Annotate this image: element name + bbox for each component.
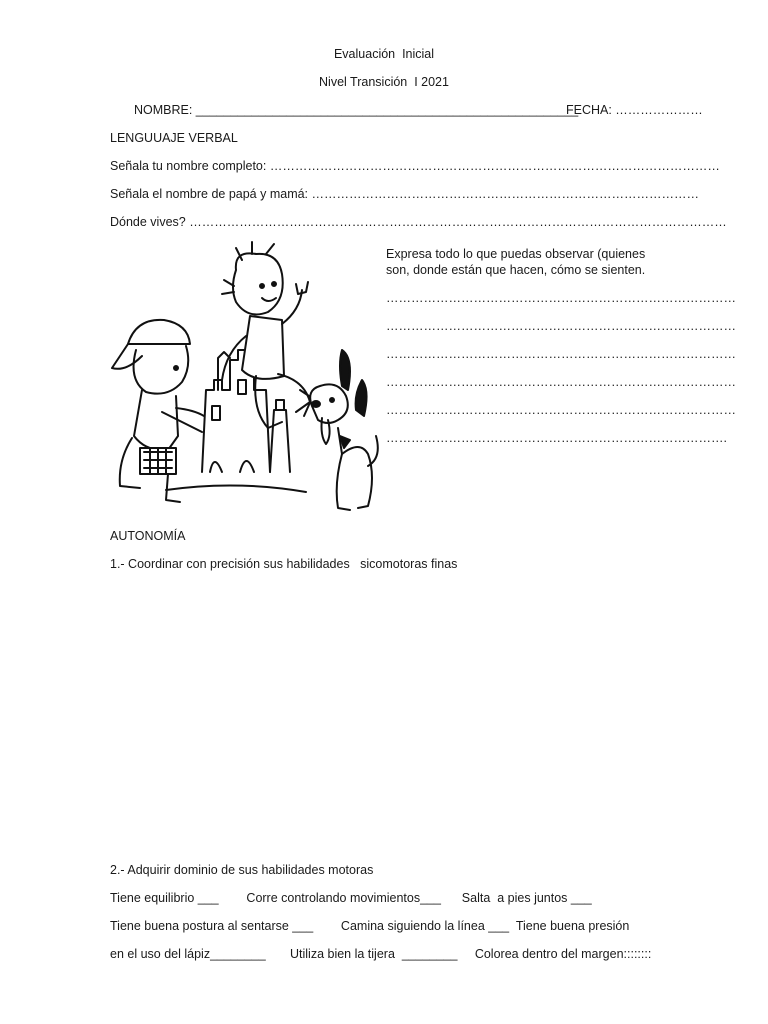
- observation-prompt-line2: son, donde están que hacen, cómo se sienten.: [386, 263, 646, 277]
- sandcastle-illustration: [106, 240, 382, 520]
- section-heading-autonomy: AUTONOMÍA: [110, 529, 186, 543]
- question-address: Dónde vives? …………………………………………………………………………………………………………………: [110, 215, 727, 229]
- motor-checklist-row: Tiene equilibrio ___ Corre controlando movimientos___ Salta a pies juntos ___: [110, 891, 592, 905]
- answer-line[interactable]: …………………………………………………………………………: [386, 375, 736, 389]
- answer-line[interactable]: …………………………………………………………………………: [386, 347, 736, 361]
- page-title: Evaluación Inicial: [333, 47, 435, 61]
- item-gross-motor: 2.- Adquirir dominio de sus habilidades motoras: [110, 863, 374, 877]
- answer-line[interactable]: …………………………………………………………………………: [386, 403, 736, 417]
- question-parents-names: Señala el nombre de papá y mamá: …………………………………………………………………………………: [110, 187, 700, 201]
- motor-checklist-row: Tiene buena postura al sentarse ___ Camina siguiendo la línea ___ Tiene buena presión: [110, 919, 630, 933]
- answer-line[interactable]: ……………………………………………………………………….: [386, 431, 727, 445]
- dog-icon: [310, 350, 378, 510]
- answer-line[interactable]: …………………………………………………………………………: [386, 291, 736, 305]
- observation-prompt-line1: Expresa todo lo que puedas observar (quienes: [386, 247, 646, 261]
- children-building-sandcastle-drawing: [106, 240, 382, 520]
- date-field-label: FECHA: …………………: [566, 103, 703, 117]
- boy-with-cap-icon: [112, 320, 204, 502]
- question-full-name: Señala tu nombre completo: ………………………………………………………………………………………………: [110, 159, 720, 173]
- item-fine-motor: 1.- Coordinar con precisión sus habilidades sicomotoras finas: [110, 557, 458, 571]
- section-heading-verbal: LENGUUAJE VERBAL: [110, 131, 238, 145]
- motor-checklist-row: en el uso del lápiz________ Utiliza bien la tijera ________ Colorea dentro del margen::::::::: [110, 947, 652, 961]
- name-field-label: NOMBRE: _______________________________________________________: [134, 103, 579, 117]
- level-subtitle: Nivel Transición I 2021: [319, 75, 449, 89]
- answer-line[interactable]: …………………………………………………………………………: [386, 319, 736, 333]
